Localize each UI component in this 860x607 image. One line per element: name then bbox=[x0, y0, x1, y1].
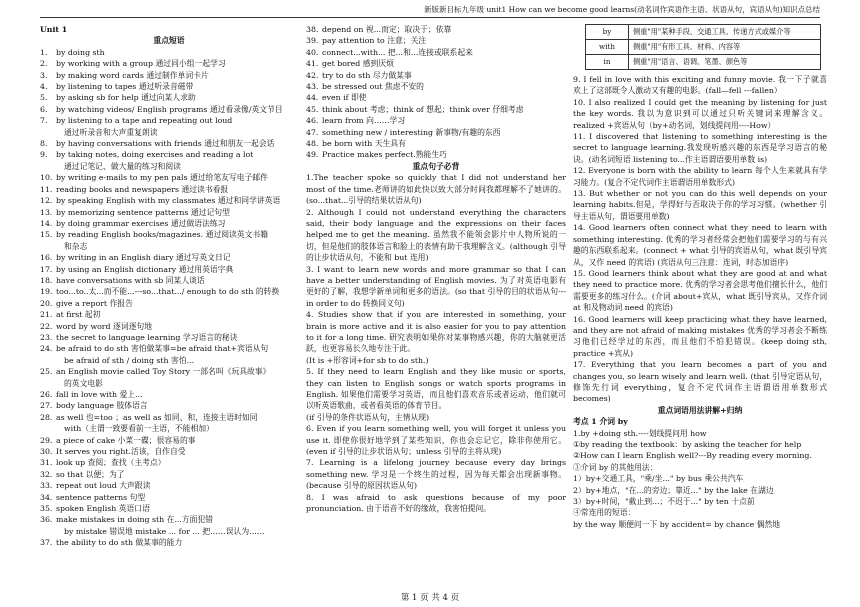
item-text: be afraid to do sth 害怕做某事=be afraid that+宾语从句 bbox=[56, 344, 269, 354]
phrase-item bbox=[40, 47, 298, 58]
phrase-item bbox=[40, 172, 298, 183]
item-number: 18. bbox=[40, 275, 53, 285]
phrase-item bbox=[40, 115, 298, 126]
item-text: have conversations with sb 同某人谈话 bbox=[56, 275, 205, 285]
phrase-item bbox=[40, 423, 298, 434]
column-left bbox=[40, 24, 298, 549]
item-text: by asking sb for help 通过向某人求助 bbox=[56, 93, 196, 103]
item-number: 35. bbox=[40, 504, 53, 514]
phrase-item bbox=[40, 149, 298, 160]
column-middle bbox=[306, 24, 566, 514]
key-sentence: (if 引导的条件状语从句，主情从现) bbox=[306, 412, 430, 422]
item-number: 32. bbox=[40, 469, 53, 479]
phrase-item bbox=[40, 138, 298, 149]
phrase-item bbox=[306, 35, 566, 46]
item-text: 的英文电影 bbox=[64, 378, 103, 388]
item-text: learn from 向……学习 bbox=[322, 116, 406, 126]
phrase-item bbox=[306, 149, 566, 160]
item-number: 26. bbox=[40, 390, 53, 399]
key-sentence: 17. Everything that you learn becomes a part of you and changes you, so learn wisely and learn well. (that 引导定语从句，修饰先行词 everything，复合不定代词作主语谓语用单数形式 becomes) bbox=[573, 360, 827, 404]
phrase-item bbox=[40, 514, 298, 525]
key-sentence: 10. I also realized I could get the meaning by listening for just the key words. 我以为意识到可以通过只听关键词来理解含义。realized +宾语从句（by+动名词，划线提问用----How） bbox=[573, 97, 827, 130]
key-point-line: 2）by+地点，"在...的旁边；靠近..." by the lake 在湖边 bbox=[573, 485, 774, 495]
key-sentence: 11. I discovered that listening to something interesting is the secret to language learning.我发现听感兴趣的东西是学习语言的秘诀。(动名词短语 listening to...作主语谓语要用单数 is) bbox=[573, 132, 827, 164]
page-header: 新版新目标九年级 unit1 How can we become good learns(动名词作宾语作主语、状语从句，宾语从句)知识点总结 bbox=[40, 4, 820, 18]
key-sentence: 8. I was afraid to ask questions because of my poor pronunciation. 由于语音不好的缘故，我害怕提问。 bbox=[306, 492, 566, 514]
item-number: 15. bbox=[40, 230, 53, 240]
item-number: 30. bbox=[40, 447, 53, 457]
item-number: 45. bbox=[306, 104, 319, 114]
item-text: the ability to do sth 做某事的能力 bbox=[56, 538, 183, 548]
item-text: by having conversations with friends 通过和朋友一起会话 bbox=[56, 139, 275, 149]
item-text: body language 肢体语言 bbox=[56, 401, 148, 411]
item-text: with（主谓一致要看前一主语，不能相加） bbox=[64, 424, 214, 434]
item-number: 21. bbox=[40, 310, 53, 320]
phrase-item bbox=[306, 81, 566, 92]
phrase-item bbox=[306, 58, 566, 69]
item-text: connect...with... 把...和...连接或联系起来 bbox=[322, 47, 473, 57]
key-sentence: 3. I want to learn new words and more grammar so that I can have a better understanding of English movies. 为了对英语电影有更好的了解，我想学新单词和更多的语法。(so that 引导的目的状语从句---in order to do 转换同义句) bbox=[306, 264, 566, 308]
usage-section-title: 重点词语用法讲解+归纳 bbox=[657, 405, 743, 415]
item-number: 23. bbox=[40, 332, 53, 342]
key-point-line: ④常连用的短语： bbox=[573, 508, 636, 518]
item-text: depend on 视...而定；取决于；依靠 bbox=[322, 25, 452, 34]
item-text: look up 查阅；查找（主考点） bbox=[56, 458, 166, 468]
item-number: 36. bbox=[40, 515, 53, 525]
item-text: 通过听录音和大声重复朗读 bbox=[64, 127, 158, 137]
item-number: 1. bbox=[40, 47, 48, 57]
key-sentence: 5. If they need to learn English and they like music or sports, they can listen to English songs or watch sports programs in English. 如果他们需要学习英语，而且他们喜欢音乐或者运动，他们就可以听英语歌曲，或者看英语的体育节目。 bbox=[306, 367, 566, 411]
item-number: 40. bbox=[306, 47, 319, 57]
key-sentence: (It is +形容词+for sb to do sth.) bbox=[306, 355, 429, 365]
key-point-title: 考点 1 介词 by bbox=[573, 417, 628, 427]
item-number: 41. bbox=[306, 59, 319, 69]
phrase-item bbox=[40, 81, 298, 92]
preposition-cell: by bbox=[586, 25, 629, 40]
phrase-item bbox=[40, 343, 298, 354]
item-number: 7. bbox=[40, 116, 48, 126]
phrase-item bbox=[40, 207, 298, 218]
key-sentence: 9. I fell in love with this exciting and funny movie. 我一下子就喜欢上了这部既令人激动又有趣的电影。(fall—fell ---fallen） bbox=[573, 75, 827, 96]
phrase-item bbox=[40, 457, 298, 468]
sentence-list-continued bbox=[573, 74, 827, 405]
item-number: 34. bbox=[40, 492, 53, 502]
item-number: 28. bbox=[40, 412, 53, 422]
phrase-item bbox=[40, 92, 298, 103]
item-number: 44. bbox=[306, 93, 319, 103]
phrase-item bbox=[306, 47, 566, 58]
item-text: at first 起初 bbox=[56, 310, 101, 320]
phrase-item bbox=[40, 241, 298, 252]
item-text: by listening to tapes 通过听录音磁带 bbox=[56, 82, 194, 92]
phrase-item bbox=[40, 70, 298, 81]
phrase-item bbox=[40, 286, 298, 297]
key-point-line: ②How can I learn English well?---By reading every morning. bbox=[573, 451, 812, 461]
phrase-item bbox=[306, 24, 566, 35]
item-number: 8. bbox=[40, 139, 48, 149]
item-number: 33. bbox=[40, 481, 53, 491]
key-sentence: 2. Although I could not understand everything the characters said, their body language and the expressions on their faces helped me to get the meaning. 虽然我不能领会影片中人物所说的一切，但是他们的肢体语言和脸上的表情有助于我理解含义。(although 引导的让步状语从句，不能和 but 连用) bbox=[306, 207, 566, 263]
item-text: pay attention to 注意；关注 bbox=[322, 36, 427, 46]
item-number: 46. bbox=[306, 116, 319, 126]
item-text: spoken English 英语口语 bbox=[56, 504, 150, 514]
item-number: 13. bbox=[40, 207, 53, 217]
preposition-cell: with bbox=[586, 40, 629, 55]
key-sentence: 7. Learning is a lifelong journey because every day brings something new. 学习是一个终生的过程，因为每天都会出现新事物。(because 引导的原因状语从句) bbox=[306, 458, 566, 491]
key-point-line: ①by reading the textbook：by asking the teacher for help bbox=[573, 440, 802, 449]
page-footer: 第 1 页 共 4 页 bbox=[400, 593, 460, 603]
item-text: a piece of cake 小菜一碟；很容易的事 bbox=[56, 435, 196, 445]
item-number: 20. bbox=[40, 298, 53, 308]
phrase-item bbox=[40, 400, 298, 411]
item-text: by doing grammar exercises 通过做语法练习 bbox=[56, 218, 226, 228]
phrase-item bbox=[40, 378, 298, 389]
column-right bbox=[573, 24, 827, 530]
phrase-item bbox=[40, 332, 298, 343]
sentence-section-title: 重点句子必背 bbox=[412, 161, 460, 171]
phrase-item bbox=[40, 161, 298, 172]
phrase-item bbox=[40, 389, 298, 400]
phrase-item bbox=[306, 115, 566, 126]
item-text: the secret to language learning 学习语言的秘诀 bbox=[56, 332, 238, 342]
item-text: by writing e-mails to my pen pals 通过给笔友写电子邮件 bbox=[56, 173, 268, 183]
phrase-item bbox=[40, 526, 298, 537]
phrase-item bbox=[40, 412, 298, 423]
phrase-item bbox=[40, 469, 298, 480]
item-text: by using an English dictionary 通过用英语字典 bbox=[56, 264, 234, 274]
item-text: by memorizing sentence patterns 通过记句型 bbox=[56, 207, 230, 217]
item-number: 5. bbox=[40, 93, 48, 103]
item-number: 11. bbox=[40, 184, 53, 194]
item-text: by speaking English with my classmates 通过和同学讲英语 bbox=[56, 196, 281, 206]
phrase-item bbox=[40, 195, 298, 206]
phrase-item bbox=[40, 264, 298, 275]
key-sentence: 13. But whether or not you can do this well depends on your learning habits.但是，学得好与否取决于你的学习习惯。(whether 引导主语从句，谓语要用单数) bbox=[573, 189, 827, 221]
phrase-item bbox=[40, 492, 298, 503]
table-row bbox=[586, 40, 821, 55]
phrase-item bbox=[40, 446, 298, 457]
phrase-item bbox=[40, 537, 298, 548]
phrase-item bbox=[40, 104, 298, 115]
usage-cell: 侧重"用"语言、语调、笔墨、颜色等 bbox=[629, 55, 821, 70]
item-text: by making word cards 通过制作单词卡片 bbox=[56, 70, 209, 80]
sentence-list bbox=[306, 172, 566, 514]
preposition-table bbox=[585, 24, 821, 70]
phrase-item bbox=[40, 184, 298, 195]
item-text: by reading English books/magazines. 通过阅读英文书籍 bbox=[56, 230, 269, 240]
item-number: 37. bbox=[40, 538, 53, 548]
phrase-item bbox=[40, 435, 298, 446]
key-sentence: 16. Good learners will keep practicing what they have learned, and they are not afraid of making mistakes 优秀的学习者会不断练习他们已经学过的东西，而且他们不怕犯错误。(keep doing sth, practice +宾从) bbox=[573, 314, 827, 358]
item-number: 42. bbox=[306, 70, 319, 80]
item-number: 12. bbox=[40, 196, 53, 206]
usage-cell: 侧重"用"有形工具、材料、内容等 bbox=[629, 40, 821, 55]
item-number: 25. bbox=[40, 367, 53, 377]
item-number: 22. bbox=[40, 321, 53, 331]
item-text: too...to..太...而不能...---so...that.../ enough to do sth 的转换 bbox=[56, 287, 280, 297]
table-row bbox=[586, 55, 821, 70]
item-number: 9. bbox=[40, 150, 48, 160]
phrase-list-continued bbox=[306, 24, 566, 161]
phrase-item bbox=[40, 321, 298, 332]
item-number: 27. bbox=[40, 401, 53, 411]
item-text: by doing sth bbox=[56, 47, 105, 57]
key-point-line: by the way 顺便问一下 by accident= by chance 偶然地 bbox=[573, 519, 781, 529]
phrase-item bbox=[306, 127, 566, 138]
phrase-item bbox=[40, 480, 298, 491]
item-text: make mistakes in doing sth 在...方面犯错 bbox=[56, 515, 214, 525]
item-number: 17. bbox=[40, 264, 53, 274]
key-sentence: 15. Good learners think about what they are good at and what they need to practice more. 优秀的学习者会思考他们擅长什么，他们需要更多的练习什么。(介词 about+宾从，what 既引导宾从，又作介词 at 和及物动词 need 的宾语) bbox=[573, 268, 827, 313]
key-point-line: 1）by+交通工具，"乘/坐..." by bus 乘公共汽车 bbox=[573, 474, 744, 484]
item-number: 29. bbox=[40, 435, 53, 445]
item-text: by listening to a tape and repeating out loud bbox=[56, 116, 233, 126]
key-point-line: 1.by +doing sth.----划线提问用 how bbox=[573, 428, 707, 438]
phrase-item bbox=[306, 104, 566, 115]
usage-cell: 侧重"用"某种手段、交通工具、传递方式或媒介等 bbox=[629, 25, 821, 40]
item-text: by watching videos/ English programs 通过看录像/英文节目 bbox=[56, 104, 283, 114]
key-sentence: 12. Everyone is born with the ability to learn 每个人生来就具有学习能力。(复合不定代词作主语谓语用单数形式) bbox=[573, 166, 827, 187]
phrase-item bbox=[40, 58, 298, 69]
item-number: 38. bbox=[306, 25, 319, 34]
item-number: 6. bbox=[40, 104, 48, 114]
item-number: 49. bbox=[306, 150, 319, 160]
key-sentence: 14. Good learners often connect what they need to learn with something interesting. 优秀的学习者经常会把他们需要学习的与有兴趣的东西联系起来。(connect + what 引导的宾语从句，what 既引导宾从，又作 need 的宾语) (宾语从句三注意：连词，时态加语序) bbox=[573, 223, 827, 267]
phrase-item bbox=[40, 309, 298, 320]
item-text: by mistake 错误地 mistake ... for ... 把……误认为…… bbox=[64, 526, 265, 536]
key-point-line: 3）by+时间，"截止到...；不迟于..." by ten 十点前 bbox=[573, 497, 755, 507]
item-text: get bored 感到厌烦 bbox=[322, 59, 394, 69]
item-text: repeat out loud 大声跟读 bbox=[56, 481, 151, 491]
item-text: Practice makes perfect.熟能生巧 bbox=[322, 150, 447, 160]
item-text: 通过记笔记、做大量的练习和阅读 bbox=[64, 161, 181, 171]
phrase-item bbox=[40, 366, 298, 377]
item-number: 31. bbox=[40, 458, 53, 468]
item-number: 3. bbox=[40, 70, 48, 80]
item-number: 16. bbox=[40, 253, 53, 263]
item-number: 47. bbox=[306, 127, 319, 137]
item-number: 10. bbox=[40, 173, 53, 183]
phrase-item bbox=[40, 218, 298, 229]
item-text: be born with 天生具有 bbox=[322, 139, 406, 149]
phrase-item bbox=[40, 275, 298, 286]
phrase-item bbox=[40, 229, 298, 240]
phrase-list bbox=[40, 47, 298, 549]
item-text: by working with a group 通过同小组一起学习 bbox=[56, 59, 226, 69]
item-text: be afraid of sth / doing sth 害怕... bbox=[64, 355, 195, 365]
item-number: 48. bbox=[306, 139, 319, 149]
item-text: be stressed out 焦虑不安的 bbox=[322, 82, 424, 92]
item-text: something new / interesting 新事物/有趣的东西 bbox=[322, 127, 501, 137]
phrase-item bbox=[40, 252, 298, 263]
key-sentence: 1.The teacher spoke so quickly that I did not understand her most of the time.老师讲的如此快以致大部分时间我都理解不了她讲的。(so...that...引导的结果状语从句) bbox=[306, 173, 566, 206]
item-text: fall in love with 爱上... bbox=[56, 390, 143, 399]
item-number: 39. bbox=[306, 36, 319, 46]
phrase-item bbox=[306, 138, 566, 149]
phrase-item bbox=[40, 127, 298, 138]
item-text: It serves you right.活该，自作自受 bbox=[56, 447, 186, 457]
phrase-section-title: 重点短语 bbox=[153, 36, 185, 46]
item-text: 和杂志 bbox=[64, 241, 88, 251]
item-text: even if 即使 bbox=[322, 93, 367, 103]
phrase-item bbox=[306, 70, 566, 81]
item-number: 24. bbox=[40, 344, 53, 354]
item-number: 19. bbox=[40, 287, 53, 297]
item-text: think about 考虑；think of 想起；think over 仔细考虑 bbox=[322, 104, 524, 114]
item-text: by writing in an English diary 通过写英文日记 bbox=[56, 253, 231, 263]
table-row bbox=[586, 25, 821, 40]
item-number: 43. bbox=[306, 82, 319, 92]
item-text: give a report 作报告 bbox=[56, 298, 133, 308]
item-text: sentence patterns 句型 bbox=[56, 492, 146, 502]
phrase-item bbox=[40, 298, 298, 309]
item-number: 14. bbox=[40, 218, 53, 228]
key-sentence: 4. Studies show that if you are interested in something, your brain is more active and it is also easier for you to pay attention to it for a long time. 研究表明如果你对某事物感兴趣，你的大脑就更活跃，也更容易长久地专注于此。 bbox=[306, 310, 566, 354]
item-text: so that 以便；为了 bbox=[56, 469, 125, 479]
item-text: word by word 逐词逐句地 bbox=[56, 321, 152, 331]
item-text: reading books and newspapers 通过读书看报 bbox=[56, 184, 229, 194]
key-point-line: ③介词 by 的其他用法： bbox=[573, 462, 658, 472]
item-text: as well 也=too ；as well as 如同、和，连接主语时如同 bbox=[56, 412, 258, 422]
item-text: try to do sth 尽力做某事 bbox=[322, 70, 412, 80]
phrase-item bbox=[306, 92, 566, 103]
item-text: an English movie called Toy Story 一部名叫《玩具故事》 bbox=[56, 367, 271, 377]
item-text: by taking notes, doing exercises and reading a lot bbox=[56, 150, 254, 160]
item-number: 2. bbox=[40, 59, 48, 69]
phrase-item bbox=[40, 503, 298, 514]
key-point-list bbox=[573, 428, 827, 531]
item-number: 4. bbox=[40, 82, 48, 92]
phrase-item bbox=[40, 355, 298, 366]
key-sentence: 6. Even if you learn something well, you will forget it unless you use it. 即使你很好地学到了某些知识，你也会忘记它，除非你使用它。(even if 引导的让步状语从句；unless 引导的主将从现) bbox=[306, 424, 566, 457]
unit-title: Unit 1 bbox=[40, 25, 68, 34]
preposition-cell: in bbox=[586, 55, 629, 70]
